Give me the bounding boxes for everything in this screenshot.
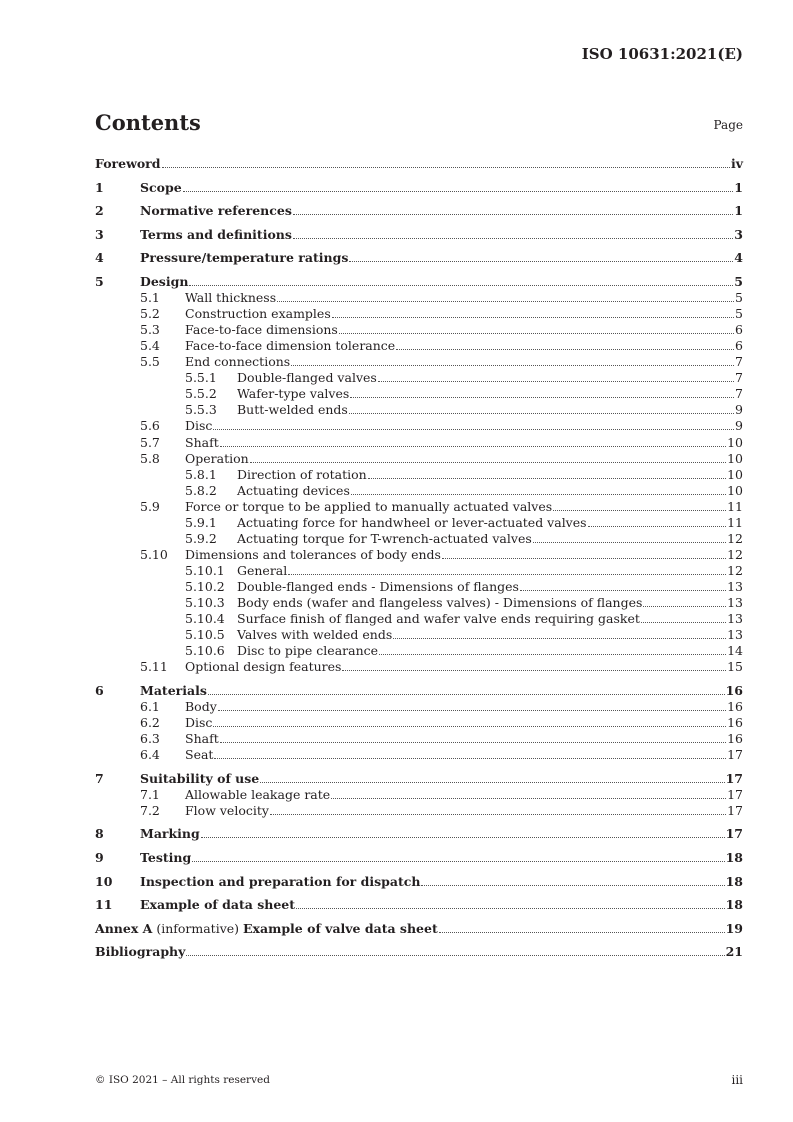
toc-entry-number: 5.9.2: [185, 530, 217, 546]
toc-entry[interactable]: [95, 643, 743, 659]
toc-entry-line: [95, 921, 743, 937]
annex-title: Example of valve data sheet: [243, 920, 438, 936]
dot-leader: [379, 654, 726, 655]
toc-entry[interactable]: [95, 595, 743, 611]
toc-entry[interactable]: [95, 338, 743, 354]
toc-entry[interactable]: [95, 611, 743, 627]
toc-entry-title: [95, 921, 438, 937]
toc-entry[interactable]: [95, 731, 743, 747]
toc-entry-number: 6.4: [140, 747, 160, 762]
toc-entry[interactable]: [95, 874, 743, 890]
dot-leader: [186, 955, 724, 956]
toc-entry-line: [140, 874, 743, 890]
toc-entry-title: Inspection and preparation for dispatch: [140, 873, 421, 889]
toc-entry-number: 5.11: [140, 659, 168, 675]
toc-entry-page: 12: [727, 546, 743, 562]
toc-entry-number: 9: [95, 849, 104, 865]
toc-entry-number: 5.5.2: [185, 386, 217, 402]
dot-leader: [378, 381, 734, 382]
toc-entry[interactable]: [95, 306, 743, 322]
toc-entry-line: [185, 290, 743, 306]
toc-entry-number: 5.10.5: [185, 627, 225, 643]
toc-entry-line: [237, 611, 743, 627]
toc-entry-page: 18: [725, 897, 743, 913]
toc-entry-number: 5.8: [140, 450, 160, 466]
toc-entry-number: 5.1: [140, 290, 160, 306]
toc-entry-number: 5.5: [140, 354, 160, 370]
toc-entry-line: [185, 731, 743, 747]
toc-entry[interactable]: [95, 354, 743, 370]
toc-entry-page: 17: [727, 786, 743, 802]
toc-entry-title: Body: [185, 698, 217, 714]
toc-entry-line: [140, 203, 743, 219]
dot-leader: [270, 814, 726, 815]
toc-entry[interactable]: [95, 418, 743, 434]
toc-entry-page: 10: [727, 434, 743, 450]
dot-leader: [643, 606, 726, 607]
toc-entry-number: 5.9: [140, 498, 160, 514]
toc-entry-line: [95, 944, 743, 960]
toc-entry-number: 10: [95, 873, 113, 889]
dot-leader: [250, 462, 726, 463]
toc-entry-page: 13: [727, 595, 743, 610]
toc-entry-number: 5.2: [140, 306, 160, 322]
dot-leader: [439, 932, 725, 933]
toc-entry-number: 5.4: [140, 338, 160, 354]
toc-entry-line: [140, 850, 743, 866]
dot-leader: [641, 622, 726, 623]
toc-entry-title: Design: [140, 274, 189, 289]
toc-entry-number: 5: [95, 274, 104, 289]
toc-entry-line: [185, 715, 743, 731]
toc-entry[interactable]: [95, 787, 743, 803]
dot-leader: [533, 542, 726, 543]
toc-entry-page: 16: [727, 714, 743, 730]
page-number: iii: [731, 1073, 743, 1087]
toc-entry-number: 5.7: [140, 434, 160, 450]
toc-entry-page: 10: [727, 466, 743, 482]
toc-entry-line: [140, 227, 743, 243]
toc-entry-title: Butt-welded ends: [237, 402, 348, 418]
toc-entry-title: Double-flanged ends - Dimensions of flanges: [237, 578, 519, 594]
toc-entry[interactable]: [95, 156, 743, 172]
toc-entry-line: [185, 499, 743, 515]
dot-leader: [213, 726, 726, 727]
toc-entry-line: [237, 531, 743, 547]
toc-entry-title: Scope: [140, 179, 182, 195]
toc-entry-line: [237, 515, 743, 531]
toc-entry[interactable]: [95, 203, 743, 219]
toc-entry-page: 18: [725, 849, 743, 865]
toc-entry-line: [185, 547, 743, 563]
toc-entry-title: Example of data sheet: [140, 897, 296, 913]
dot-leader: [349, 413, 734, 414]
toc-entry[interactable]: [95, 370, 743, 386]
toc-entry-title: Disc to pipe clearance: [237, 643, 379, 659]
toc-entry-title: Actuating torque for T-wrench-actuated valves: [237, 530, 532, 546]
toc-entry-number: 5.6: [140, 418, 160, 434]
dot-leader: [288, 574, 726, 575]
toc-entry-page: 9: [735, 418, 743, 434]
toc-entry-page: 15: [727, 659, 743, 675]
toc-entry-number: 5.10.2: [185, 578, 225, 594]
toc-entry-title: Terms and definitions: [140, 226, 292, 242]
toc-entry-page: 21: [725, 944, 743, 960]
toc-entry-line: [237, 563, 743, 579]
toc-entry-number: 5.10: [140, 546, 168, 562]
dot-leader: [293, 238, 733, 239]
toc-entry[interactable]: [95, 826, 743, 842]
dot-leader: [296, 908, 725, 909]
toc-entry[interactable]: [95, 944, 743, 960]
toc-entry-page: 7: [735, 386, 743, 402]
toc-entry-page: 18: [725, 873, 743, 889]
toc-entry-page: 17: [725, 826, 743, 842]
toc-entry[interactable]: [95, 250, 743, 266]
toc-entry-line: [185, 699, 743, 715]
toc-entry-line: [185, 787, 743, 803]
page-column-label: Page: [713, 118, 743, 132]
toc-entry-line: [185, 451, 743, 467]
toc-entry-page: 11: [727, 514, 743, 530]
toc-entry-line: [237, 483, 743, 499]
dot-leader: [342, 670, 726, 671]
toc-entry[interactable]: [95, 483, 743, 499]
toc-entry-page: iv: [730, 156, 743, 171]
toc-entry-title: Flow velocity: [185, 802, 269, 818]
dot-leader: [213, 429, 734, 430]
toc-entry-number: 11: [95, 897, 113, 913]
toc-entry-title: Construction examples: [185, 306, 331, 322]
dot-leader: [162, 167, 730, 168]
toc-entry-line: [185, 322, 743, 338]
toc-entry-number: 5.5.1: [185, 370, 217, 386]
toc-entry-line: [237, 402, 743, 418]
toc-entry-page: 13: [727, 627, 743, 643]
dot-leader: [351, 494, 726, 495]
toc-entry-title: Valves with welded ends: [237, 627, 393, 643]
dot-leader: [214, 758, 726, 759]
toc-entry-title: Bibliography: [95, 944, 186, 960]
dot-leader: [201, 837, 725, 838]
toc-entry[interactable]: [95, 499, 743, 515]
toc-entry-page: 10: [727, 450, 743, 466]
toc-entry-page: 6: [735, 338, 743, 354]
toc-entry-number: 5.10.3: [185, 595, 225, 610]
dot-leader: [350, 397, 734, 398]
toc-entry[interactable]: [95, 386, 743, 402]
toc-entry-number: 4: [95, 250, 104, 266]
toc-entry-title: Force or torque to be applied to manually actuated valves: [185, 498, 553, 514]
toc-entry-page: 10: [727, 482, 743, 498]
toc-entry-number: 6.2: [140, 714, 160, 730]
toc-entry-line: [185, 338, 743, 354]
toc-entry[interactable]: [95, 715, 743, 731]
toc-entry[interactable]: [95, 897, 743, 913]
toc-entry-line: [185, 354, 743, 370]
toc-entry[interactable]: [95, 515, 743, 531]
toc-entry-page: 4: [734, 250, 743, 266]
toc-entry-title: Seat: [185, 747, 214, 762]
toc-entry[interactable]: [95, 659, 743, 675]
toc-entry-number: 6.3: [140, 730, 160, 746]
dot-leader: [183, 191, 734, 192]
dot-leader: [368, 478, 726, 479]
toc-entry-number: 5.10.4: [185, 611, 225, 627]
toc-entry-title: Wafer-type valves: [237, 386, 350, 402]
toc-entry-page: 5: [734, 274, 743, 289]
dot-leader: [189, 285, 733, 286]
dot-leader: [293, 214, 733, 215]
toc-entry-title: Pressure/temperature ratings: [140, 250, 349, 266]
toc-entry-title: Surface finish of flanged and wafer valve ends requiring gasket: [237, 611, 640, 627]
toc-entry-page: 16: [725, 682, 743, 698]
toc-entry[interactable]: [95, 290, 743, 306]
toc-entry-line: [140, 771, 743, 787]
toc-entry-page: 11: [727, 498, 743, 514]
toc-entry-page: 5: [735, 290, 743, 306]
toc-entry-line: [237, 579, 743, 595]
toc-entry[interactable]: [95, 563, 743, 579]
toc-entry-number: 6.1: [140, 698, 160, 714]
toc-entry-number: 7.2: [140, 802, 160, 818]
dot-leader: [339, 333, 734, 334]
toc-entry-page: 6: [735, 322, 743, 338]
toc-entry-line: [140, 897, 743, 913]
dot-leader: [442, 558, 726, 559]
toc-entry[interactable]: [95, 180, 743, 196]
annex-label: Annex A: [95, 920, 153, 936]
toc-entry-title: Testing: [140, 849, 192, 865]
toc-entry-line: [140, 826, 743, 842]
dot-leader: [192, 861, 724, 862]
toc-entry-page: 12: [727, 530, 743, 546]
toc-entry-page: 12: [727, 562, 743, 578]
toc-entry-line: [237, 386, 743, 402]
toc-entry-number: 7: [95, 770, 104, 786]
dot-leader: [332, 317, 734, 318]
toc-entry-title: Face-to-face dimension tolerance: [185, 338, 396, 354]
toc-entry-line: [140, 250, 743, 266]
dot-leader: [421, 885, 724, 886]
toc-entry-page: 3: [734, 226, 743, 242]
dot-leader: [260, 782, 724, 783]
dot-leader: [393, 638, 726, 639]
toc-entry-title: Wall thickness: [185, 290, 277, 306]
toc-entry[interactable]: [95, 322, 743, 338]
toc-entry-line: [237, 370, 743, 386]
toc-entry-title: Disc: [185, 418, 213, 434]
toc-entry-number: 8: [95, 826, 104, 842]
toc-entry-page: 13: [727, 578, 743, 594]
toc-entry-number: 7.1: [140, 786, 160, 802]
toc-entry-title: Face-to-face dimensions: [185, 322, 338, 338]
toc-entry-number: 5.8.1: [185, 466, 217, 482]
toc-entry-title: Actuating devices: [237, 482, 350, 498]
toc-entry-number: 5.5.3: [185, 402, 217, 418]
toc-entry-line: [140, 274, 743, 290]
toc-entry-title: Normative references: [140, 203, 292, 219]
toc-entry-line: [237, 643, 743, 659]
toc-entry-number: 5.9.1: [185, 514, 217, 530]
toc-entry-number: 5.10.1: [185, 562, 225, 578]
toc-entry[interactable]: [95, 850, 743, 866]
toc-entry-number: 6: [95, 682, 104, 698]
toc-entry-title: Direction of rotation: [237, 466, 367, 482]
toc-entry-page: 7: [735, 354, 743, 370]
toc-entry-title: End connections: [185, 354, 291, 370]
dot-leader: [220, 446, 726, 447]
toc-entry-line: [185, 659, 743, 675]
toc-entry-number: 3: [95, 226, 104, 242]
toc-entry-line: [185, 747, 743, 763]
toc-entry-title: Shaft: [185, 434, 219, 450]
toc-entry-number: 5.10.6: [185, 643, 225, 659]
toc-entry-line: [185, 418, 743, 434]
toc-entry-number: 5.8.2: [185, 482, 217, 498]
toc-entry-title: General: [237, 562, 288, 578]
toc-entry-line: [185, 435, 743, 451]
toc-entry[interactable]: [95, 921, 743, 937]
toc-entry-title: Actuating force for handwheel or lever-actuated valves: [237, 514, 587, 530]
dot-leader: [588, 526, 727, 527]
toc-entry[interactable]: [95, 467, 743, 483]
copyright-notice: © ISO 2021 – All rights reserved: [95, 1074, 270, 1086]
toc-entry-line: [237, 467, 743, 483]
toc-entry[interactable]: [95, 531, 743, 547]
toc-entry[interactable]: [95, 435, 743, 451]
dot-leader: [349, 261, 733, 262]
toc-entry[interactable]: [95, 227, 743, 243]
toc-entry-line: [140, 683, 743, 699]
toc-entry-page: 16: [727, 698, 743, 714]
toc-entry-number: 5.3: [140, 322, 160, 338]
toc-entry-number: 1: [95, 179, 104, 195]
toc-entry-title: Allowable leakage rate: [185, 786, 331, 802]
toc-entry-number: 2: [95, 203, 104, 219]
dot-leader: [396, 349, 734, 350]
toc-entry[interactable]: [95, 747, 743, 763]
toc-entry-page: 16: [727, 730, 743, 746]
toc-entry-line: [185, 803, 743, 819]
toc-entry-title: Dimensions and tolerances of body ends: [185, 546, 441, 562]
toc-entry-line: [140, 180, 743, 196]
toc-entry[interactable]: [95, 274, 743, 290]
dot-leader: [218, 710, 726, 711]
toc-entry-page: 14: [727, 643, 743, 659]
toc-entry[interactable]: [95, 771, 743, 787]
toc-entry-title: Marking: [140, 826, 200, 842]
toc-entry[interactable]: [95, 683, 743, 699]
toc-entry[interactable]: [95, 579, 743, 595]
toc-entry-title: Optional design features: [185, 659, 342, 675]
toc-entry-title: Shaft: [185, 730, 219, 746]
dot-leader: [520, 590, 726, 591]
toc-entry-title: Body ends (wafer and flangeless valves) - Dimensions of flanges: [237, 595, 643, 610]
toc-entry-page: 1: [734, 203, 743, 219]
toc-entry[interactable]: [95, 451, 743, 467]
dot-leader: [277, 301, 734, 302]
toc-entry-line: [237, 595, 743, 611]
dot-leader: [291, 365, 734, 366]
toc-entry-line: [237, 627, 743, 643]
toc-entry-page: 13: [727, 611, 743, 627]
toc-entry-page: 1: [734, 179, 743, 195]
toc-entry-line: [95, 156, 743, 172]
toc-entry[interactable]: [95, 699, 743, 715]
toc-entry-page: 17: [725, 770, 743, 786]
toc-entry-page: 7: [735, 370, 743, 386]
dot-leader: [553, 510, 726, 511]
dot-leader: [220, 742, 726, 743]
toc-entry-page: 17: [727, 747, 743, 762]
toc-entry[interactable]: [95, 803, 743, 819]
toc-entry-line: [185, 306, 743, 322]
toc-entry-page: 5: [735, 306, 743, 322]
toc-entry-title: Disc: [185, 714, 213, 730]
toc-entry[interactable]: [95, 627, 743, 643]
dot-leader: [331, 798, 726, 799]
toc-entry-title: Double-flanged valves: [237, 370, 377, 386]
toc-entry-title: Operation: [185, 450, 249, 466]
toc-entry-title: Materials: [140, 682, 207, 698]
toc-entry-title: Suitability of use: [140, 770, 260, 786]
toc-entry-title: Foreword: [95, 156, 161, 171]
page-title: Contents: [95, 110, 201, 135]
document-id: ISO 10631:2021(E): [581, 45, 743, 63]
toc-entry-page: 17: [727, 802, 743, 818]
toc-entry[interactable]: [95, 547, 743, 563]
dot-leader: [208, 694, 725, 695]
toc-entry-page: 9: [735, 402, 743, 418]
toc-entry[interactable]: [95, 402, 743, 418]
annex-type: (informative): [152, 920, 244, 936]
toc-entry-page: 19: [725, 920, 743, 936]
